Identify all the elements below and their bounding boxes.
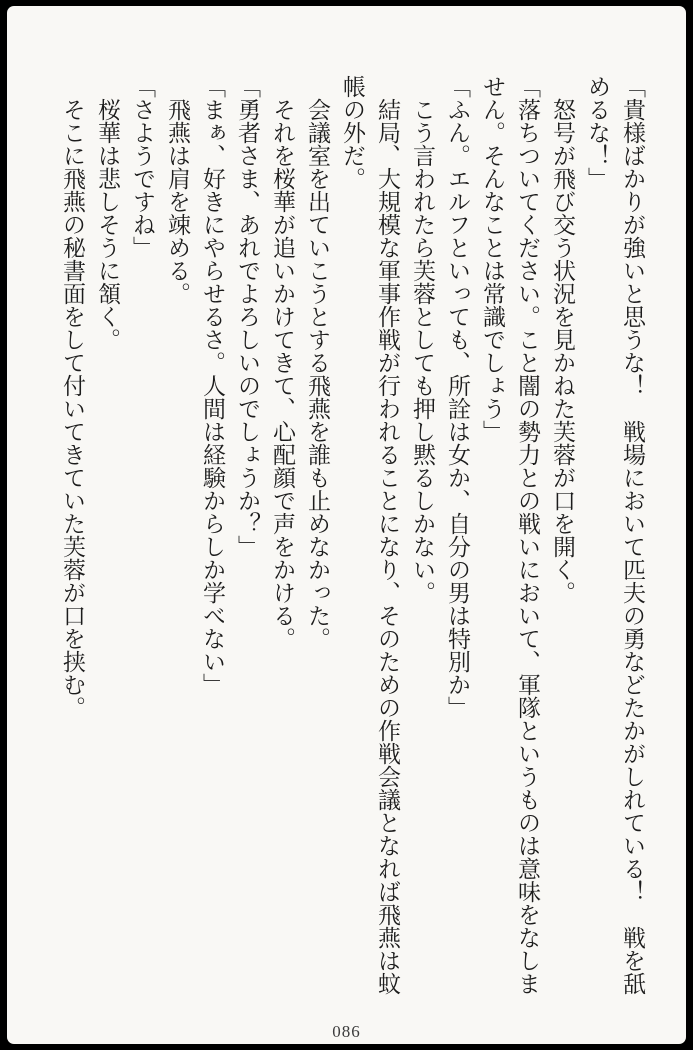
text-block <box>55 75 650 1007</box>
book-page <box>7 6 686 1044</box>
paragraph: 結局、大規模な軍事作戦が行われることになり、そのための作戦会議となれば飛燕は蚊帳の外だ。 <box>340 75 400 995</box>
paragraph: 「ふん。エルフといっても、所詮は女か、自分の男は特別か」 <box>445 75 470 719</box>
paragraph: 怒号が飛び交う状況を見かねた芙蓉が口を開く。 <box>550 98 575 604</box>
paragraph: 「落ちついてください。こと闇の勢力との戦いにおいて、軍隊というものは意味をなしません。そんなことは常識でしょう」 <box>480 75 540 995</box>
paragraph: それを桜華が追いかけてきて、心配顔で声をかける。 <box>270 98 295 650</box>
paragraph: 飛燕は肩を竦める。 <box>165 98 190 305</box>
paragraph: 「貴様ばかりが強いと思うな！ 戦場において匹夫の勇などたかがしれている！ 戦を舐めるな！」 <box>585 75 645 995</box>
paragraph: 「さようですね」 <box>130 75 155 259</box>
page-number: 086 <box>332 1022 361 1041</box>
paragraph: 「まぁ、好きにやらせるさ。人間は経験からしか学べない」 <box>200 75 225 696</box>
paragraph: 会議室を出ていこうとする飛燕を誰も止めなかった。 <box>305 98 330 650</box>
paragraph: そこに飛燕の秘書面をして付いてきていた芙蓉が口を挟む。 <box>60 98 85 719</box>
paragraph: 「勇者さま、あれでよろしいのでしょうか？」 <box>235 75 260 558</box>
paragraph: 桜華は悲しそうに頷く。 <box>95 98 120 351</box>
paragraph: こう言われたら芙蓉としても押し黙るしかない。 <box>410 98 435 604</box>
